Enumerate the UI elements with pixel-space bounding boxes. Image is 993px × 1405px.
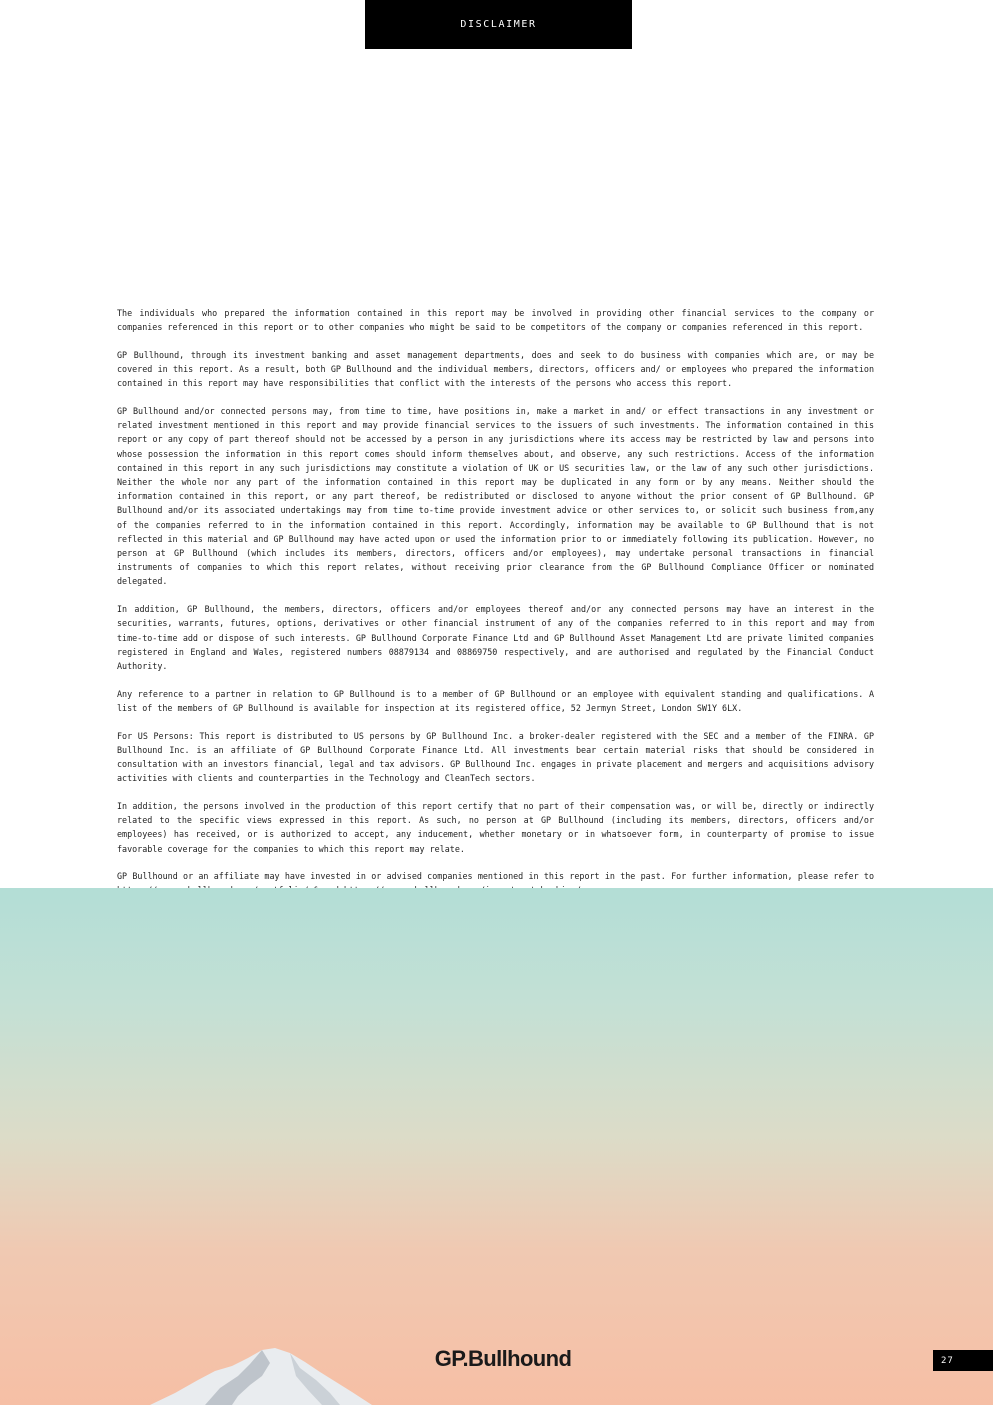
mountain-sky-photo	[0, 888, 993, 1405]
paragraph-services: The individuals who prepared the information contained in this report may be involved in providing other financial services to the company or companies referenced in this report or to other companies who might be said to be competitors of the company or companies referenced in this report.	[117, 308, 874, 333]
section-header-tab	[365, 0, 632, 49]
gp-bullhound-logo: GP.Bullhound	[434, 1346, 572, 1371]
paragraph-partner: Any reference to a partner in relation to GP Bullhound is to a member of GP Bullhound or an employee with equivalent standing and qualifications. A list of the members of GP Bullhound is available for inspection at its registered office, 52 Jermyn Street, London SW1Y 6LX.	[117, 688, 874, 713]
paragraph-further-info: GP Bullhound or an affiliate may have invested in or advised companies mentioned in this report in the past. For further information, please refer to	[117, 871, 874, 882]
section-title: DISCLAIMER	[460, 19, 537, 30]
paragraph-us-persons: For US Persons: This report is distributed to US persons by GP Bullhound Inc. a broker-dealer registered with the SEC and a member of the FINRA. GP Bullhound Inc. is an affiliate of GP Bullhound Corporate Finance Ltd. All investments bear certain material risks that should be considered in consultation with an investors financial, legal and tax advisors. GP Bullhound Inc. engages in private placement and mergers and acquisitions advisory activities with clients and counterparties in the Technology and CleanTech sectors.	[117, 730, 874, 784]
page-number: 27	[941, 1355, 954, 1366]
paragraph-business: GP Bullhound, through its investment banking and asset management departments, does and seek to do business with companies which are, or may be covered in this report. As a result, both GP Bullhound and the individual members, directors, officers and/ or employees who prepared the information contained in this report may have responsibilities that conflict with the interests of the persons who access this report.	[117, 349, 874, 389]
paragraph-interests: In addition, GP Bullhound, the members, directors, officers and/or employees thereof and/or any connected persons may have an interest in the securities, warrants, futures, options, derivatives or other financial instrument of any of the companies referred to in this report and may from time-to-time add or dispose of such interests. GP Bullhound Corporate Finance Ltd and GP Bullhound Asset Management Ltd are private limited companies registered in England and Wales, registered numbers 08879134 and 08869750 respectively, and are authorised and regulated by the Financial Conduct Authority.	[117, 604, 874, 671]
mountain-peak-image	[0, 888, 993, 1405]
disclaimer-body	[117, 306, 874, 911]
page-number-badge	[933, 1350, 993, 1371]
paragraph-compensation: In addition, the persons involved in the production of this report certify that no part of their compensation was, or will be, directly or indirectly related to the specific views expressed in this report. As such, no person at GP Bullhound (including its members, directors, officers and/or employees) has received, or is authorized to accept, any inducement, whether monetary or in whatsoever form, in counterparty of promise to issue favorable coverage for the companies to which this report may relate.	[117, 800, 874, 854]
paragraph-positions: GP Bullhound and/or connected persons may, from time to time, have positions in, make a market in and/ or effect transactions in any investment or related investment mentioned in this report and may provide financial services to the issuers of such investments. The information contained in this report or any copy of part thereof should not be accessed by a person in any jurisdictions where its access may be restricted by law and persons into whose possession the information in this report comes should inform themselves about, and observe, any such restrictions. Access of the information contained in this report in any such jurisdictions may constitute a violation of UK or US securities law, or the law of any such other jurisdictions. Neither the whole nor any part of the information contained in this report may be duplicated in any form or by any means. Neither should the information contained in this report, or any part thereof, be redistributed or disclosed to anyone without the prior consent of GP Bullhound. GP Bullhound and/or its associated undertakings may from time to-time provide investment advice or other services to, or solicit such business from,any of the companies referred to in the information contained in this report. Accordingly, information may be available to GP Bullhound that is not reflected in this material and GP Bullhound may have acted upon or used the information prior to or immediately following its publication. However, no person at GP Bullhound (which includes its members, directors, officers and/or employees), may undertake personal transactions in financial instruments of companies to which this report relates, without receiving prior clearance from the GP Bullhound Compliance Officer or nominated delegated.	[117, 406, 874, 587]
